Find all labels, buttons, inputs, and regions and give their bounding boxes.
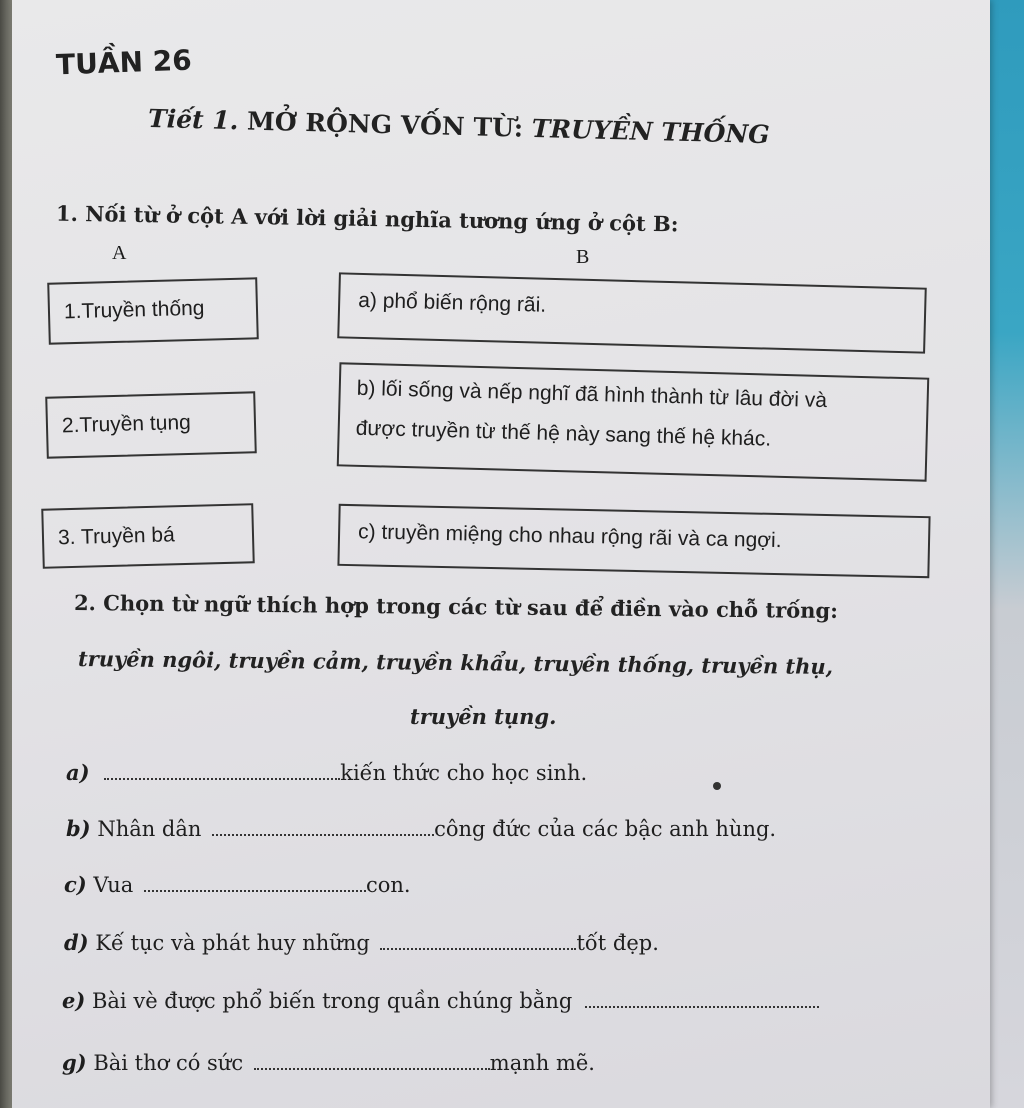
column-a-item-1: 1.Truyền thống [63, 296, 205, 324]
fill-item-before: Kế tục và phát huy những [95, 931, 370, 955]
title-prefix: Tiết 1. [147, 103, 239, 136]
column-a-label: A [112, 242, 127, 264]
exercise1-instruction: 1. Nối từ ở cột A với lời giải nghĩa tương ứng ở cột B: [55, 200, 679, 237]
fill-item-after: công đức của các bậc anh hùng. [434, 817, 777, 841]
fill-item-before: Vua [93, 873, 134, 897]
fill-item-label: c) [64, 872, 87, 897]
column-b-item-b-line1: b) lối sống và nếp nghĩ đã hình thành từ lâu đời và [356, 376, 828, 413]
blank-line[interactable] [212, 818, 434, 836]
fill-item-after: con. [365, 873, 411, 897]
blank-line[interactable] [104, 762, 340, 780]
word-bank-line1: truyền ngôi, truyền cảm, truyền khẩu, truyền thống, truyền thụ, [77, 646, 834, 679]
fill-item-label: b) [66, 816, 91, 841]
column-b-box-c [337, 504, 930, 578]
word-bank-line2: truyền tụng. [410, 704, 557, 729]
column-b-box-b [337, 362, 930, 481]
fill-item-label: d) [64, 930, 89, 955]
title-topic: TRUYỀN THỐNG [531, 113, 770, 150]
fill-item-a [66, 760, 587, 785]
column-a-item-3: 3. Truyền bá [57, 523, 176, 550]
fill-item-c [64, 872, 411, 897]
week-heading: TUẦN 26 [55, 43, 193, 82]
fill-item-before: Bài thơ có sức [93, 1051, 244, 1075]
fill-item-label: a) [66, 760, 90, 785]
background-edge [990, 0, 1024, 1108]
fill-item-before: Bài vè được phổ biến trong quần chúng bằng [91, 989, 573, 1013]
fill-item-d [64, 930, 659, 955]
fill-item-label: e) [62, 988, 86, 1013]
blank-line[interactable] [585, 990, 819, 1008]
column-b-item-a: a) phổ biến rộng rãi. [357, 288, 547, 317]
fill-item-after: mạnh mẽ. [489, 1051, 595, 1075]
title-main: MỞ RỘNG VỐN TỪ: [246, 106, 524, 143]
column-b-label: B [576, 246, 590, 268]
fill-item-before: Nhân dân [97, 817, 202, 841]
column-a-item-2: 2.Truyền tụng [61, 410, 192, 438]
column-a-box-3 [41, 503, 254, 569]
fill-item-b [66, 816, 776, 841]
column-a-box-2 [45, 391, 257, 458]
exercise2-instruction: 2. Chọn từ ngữ thích hợp trong các từ sau để điền vào chỗ trống: [73, 590, 839, 623]
blank-line[interactable] [254, 1052, 490, 1070]
fill-item-e [62, 988, 819, 1013]
blank-line[interactable] [144, 874, 366, 892]
column-a-box-1 [47, 277, 259, 344]
column-b-item-c: c) truyền miệng cho nhau rộng rãi và ca ngợi. [357, 520, 782, 553]
column-b-item-b-line2: được truyền từ thế hệ này sang thế hệ khác. [355, 416, 772, 451]
ink-dot [713, 782, 721, 790]
blank-line[interactable] [380, 932, 576, 950]
fill-item-g [62, 1050, 595, 1075]
fill-item-label: g) [62, 1050, 87, 1075]
fill-item-after: tốt đẹp. [576, 931, 659, 955]
fill-item-after: kiến thức cho học sinh. [340, 761, 588, 785]
